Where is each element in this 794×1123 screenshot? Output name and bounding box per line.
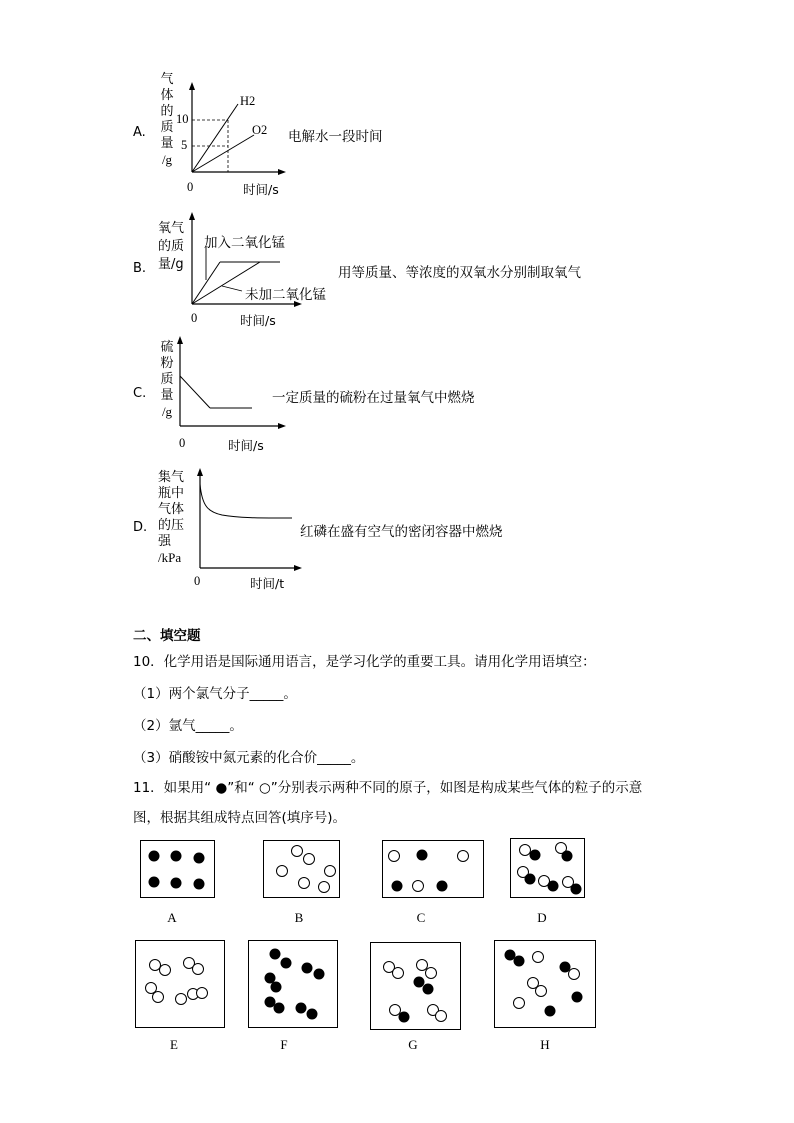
graph-a-ylabel-char: 量 bbox=[160, 136, 174, 151]
particle-box-d bbox=[510, 838, 585, 898]
graph-c-ylabel-char: 硫 bbox=[160, 340, 174, 355]
q11-line1: 11．如果用“ ●”和“ ○”分别表示两种不同的原子，如图是构成某些气体的粒子的示意 bbox=[133, 780, 643, 796]
particle-label: E bbox=[170, 1037, 178, 1052]
graph-d-x-arrow bbox=[294, 565, 302, 571]
graph-a-o2-label: O2 bbox=[252, 123, 268, 137]
option-c-label: C. bbox=[133, 386, 147, 401]
graph-b-ylabel-line: 量/g bbox=[158, 257, 184, 272]
graph-c-decrease bbox=[180, 376, 210, 408]
graph-c-ylabel-char: 粉 bbox=[160, 356, 174, 371]
graph-b-ylabel-line: 的质 bbox=[158, 239, 185, 254]
option-d-label: D. bbox=[133, 520, 148, 535]
graph-d-ylabel-line: /kPa bbox=[158, 550, 182, 565]
section-title: 二、填空题 bbox=[133, 628, 201, 644]
black-atom-icon bbox=[149, 851, 205, 890]
graph-a-y-arrow bbox=[189, 82, 195, 90]
q11-line2: 图，根据其组成特点回答(填序号)。 bbox=[133, 810, 347, 826]
graph-c-axes bbox=[170, 334, 290, 434]
graph-d-ylabel-line: 集气 bbox=[158, 470, 185, 485]
graph-b-nocat-pointer bbox=[222, 286, 242, 291]
graph-d-ylabel-line: 强 bbox=[158, 534, 172, 549]
graph-a-tick-10: 10 bbox=[176, 112, 189, 126]
graph-b-nocat-label: 未加二氧化锰 bbox=[245, 287, 326, 303]
graph-a-o2-line bbox=[192, 135, 254, 172]
q10-item: （1）两个氯气分子_____。 bbox=[133, 686, 297, 702]
graph-d-ylabel-line: 瓶中 bbox=[158, 486, 185, 501]
graph-a-x-arrow bbox=[278, 169, 286, 175]
white-atom-icon bbox=[277, 846, 336, 893]
graph-a-ylabel-char: 气 bbox=[160, 72, 174, 87]
particle-label: A bbox=[167, 910, 177, 925]
graph-a-ylabel-char: 体 bbox=[160, 88, 174, 103]
graph-a-origin: 0 bbox=[187, 180, 194, 194]
graph-c-origin: 0 bbox=[179, 436, 186, 450]
graph-d-ylabel-line: 的压 bbox=[158, 518, 185, 533]
graph-a-xlabel: 时间/s bbox=[243, 182, 279, 197]
particle-label: G bbox=[408, 1037, 418, 1052]
graph-d-ylabel-line: 气体 bbox=[158, 502, 185, 517]
graph-c-ylabel-char: 量 bbox=[160, 388, 174, 403]
graph-a-description: 电解水一段时间 bbox=[288, 129, 383, 145]
graph-b-y-arrow bbox=[189, 212, 195, 220]
graph-a-h2-line bbox=[192, 104, 238, 172]
graph-a-ylabel-char: 质 bbox=[160, 120, 174, 135]
graph-d-y-arrow bbox=[197, 468, 203, 476]
particle-label: B bbox=[294, 910, 304, 925]
graph-a-ylabel-char: 的 bbox=[160, 104, 174, 119]
graph-d-pressure-curve bbox=[200, 484, 292, 518]
q10-item: （2）氩气_____。 bbox=[133, 718, 243, 734]
particle-box-a bbox=[140, 840, 215, 898]
particle-label: F bbox=[280, 1037, 288, 1052]
graph-b-origin: 0 bbox=[191, 311, 198, 325]
graph-a-ylabel-char: /g bbox=[161, 152, 173, 167]
particle-box-f bbox=[248, 940, 338, 1028]
particle-box-c bbox=[382, 840, 484, 898]
graph-a-tick-5: 5 bbox=[181, 138, 188, 152]
particle-box-g bbox=[370, 942, 461, 1030]
graph-b-xlabel: 时间/s bbox=[240, 313, 276, 328]
graph-b-description: 用等质量、等浓度的双氧水分别制取氧气 bbox=[338, 265, 581, 281]
q10-stem: 10．化学用语是国际通用语言，是学习化学的重要工具。请用化学用语填空： bbox=[133, 654, 596, 670]
graph-b-catalyst-label: 加入二氧化锰 bbox=[204, 235, 285, 251]
particle-label: C bbox=[416, 910, 426, 925]
particle-box-e bbox=[135, 940, 225, 1028]
graph-c-ylabel-char: 质 bbox=[160, 372, 174, 387]
graph-c-x-arrow bbox=[278, 423, 286, 429]
graph-c-y-arrow bbox=[177, 336, 183, 344]
graph-a-axes bbox=[170, 80, 290, 180]
graph-d-ylabel bbox=[158, 470, 184, 566]
q10-item: （3）硝酸铵中氮元素的化合价_____。 bbox=[133, 750, 365, 766]
graph-a-h2-label: H2 bbox=[240, 94, 256, 108]
option-b-label: B. bbox=[133, 261, 147, 276]
graph-c-description: 一定质量的硫粉在过量氧气中燃烧 bbox=[272, 390, 475, 406]
graph-d-xlabel: 时间/t bbox=[250, 576, 285, 591]
particle-box-b bbox=[263, 840, 340, 898]
graph-c-ylabel-char: /g bbox=[161, 404, 173, 419]
graph-d-description: 红磷在盛有空气的密闭容器中燃烧 bbox=[300, 524, 503, 540]
particle-box-h bbox=[494, 940, 596, 1028]
graph-d-origin: 0 bbox=[194, 574, 201, 588]
graph-b-ylabel-line: 氧气 bbox=[158, 221, 185, 236]
graph-d-axes bbox=[188, 466, 308, 576]
particle-label: H bbox=[540, 1037, 550, 1052]
graph-c-xlabel: 时间/s bbox=[228, 438, 264, 453]
particle-label: D bbox=[537, 910, 547, 925]
option-a-label: A. bbox=[133, 125, 146, 140]
